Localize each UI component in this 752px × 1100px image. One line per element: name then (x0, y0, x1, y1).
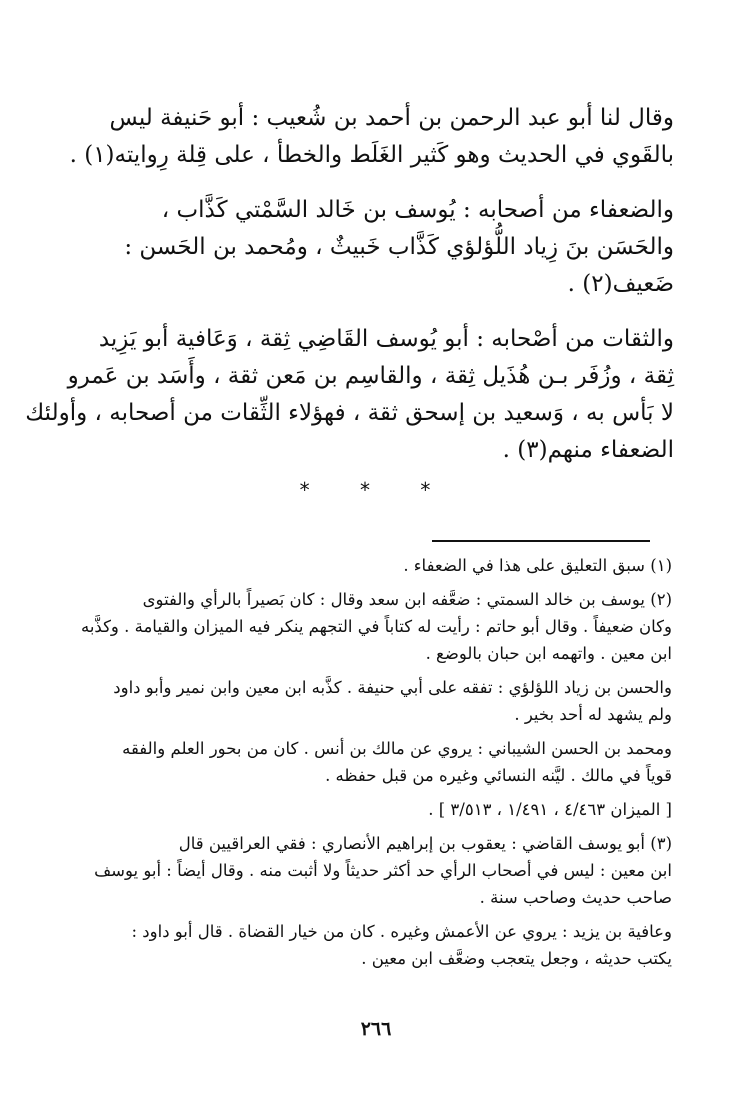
text-line: ضَعيف(٢) . (567, 271, 674, 297)
footnote-3-afiya (72, 918, 672, 972)
footnote-2-muhammad (72, 735, 672, 789)
footnotes (72, 552, 672, 979)
text-line: ثِقة ، وزُفَر بـن هُذَيل ثِقة ، والقاسِم بن مَعن ثقة ، وأَسَد بن عَمرو (67, 363, 674, 389)
text-line: بالقَوي في الحديث وهو كَثير الغَلَط والخطأ ، على قِلة رِوايته(١) . (69, 142, 674, 168)
footnote-3 (72, 830, 672, 911)
footnote-line: ولم يشهد له أحد بخير . (514, 705, 672, 724)
text-line: والحَسَن بنَ زِياد اللُّؤلؤي كَذَّاب خَبيثٌ ، ومُحمد بن الحَسن : (124, 234, 674, 260)
footnote-2-hasan (72, 674, 672, 728)
footnote-line: قوياً في مالك . ليَّنه النسائي وغيره من قبل حفظه . (325, 766, 672, 785)
page-number: ٢٦٦ (360, 1018, 392, 1040)
footnote-line: وعافية بن يزيد : يروي عن الأعمش وغيره . كان من خيار القضاة . قال أبو داود : (131, 922, 672, 941)
section-separator: * * * (299, 478, 453, 502)
footnote-line: يكتب حديثه ، وجعل يتعجب وضعَّف ابن معين . (361, 949, 672, 968)
footnote-2 (72, 586, 672, 667)
footnote-line: ومحمد بن الحسن الشيباني : يروي عن مالك بن أنس . كان من بحور العلم والفقه (122, 739, 672, 758)
footnote-divider (432, 540, 650, 542)
footnote-line: ابن معين : ليس في أصحاب الرأي حد أكثر حديثاً ولا أثبت منه . وقال أيضاً : أبو يوسف (94, 861, 672, 880)
footnote-line: وكان ضعيفاً . وقال أبو حاتم : رأيت له كتاباً في التجهم ينكر فيه الميزان والقيامة . وكذَّبه (80, 617, 672, 636)
text-line: والثقات من أصْحابه : أبو يُوسف القَاضِي ثِقة ، وَعَافية أبو يَزِيد (98, 326, 674, 352)
text-line: وقال لنا أبو عبد الرحمن بن أحمد بن شُعيب : أبو حَنيفة ليس (109, 105, 674, 131)
footnote-line: (١) سبق التعليق على هذا في الضعفاء . (403, 556, 672, 575)
text-line: لا بَأس به ، وَسعيد بن إسحق ثقة ، فهؤلاء الثِّقات من أصحابه ، وأولئك (25, 400, 674, 426)
footnote-line: [ الميزان ٤/٤٦٣ ، ١/٤٩١ ، ٣/٥١٣ ] . (428, 800, 672, 819)
main-text (25, 82, 674, 485)
footnote-line: (٢) يوسف بن خالد السمتي : ضعَّفه ابن سعد وقال : كان بَصيراً بالرأي والفتوى (142, 590, 672, 609)
footnote-line: صاحب حديث وصاحب سنة . (479, 888, 672, 907)
text-line: الضعفاء منهم(٣) . (502, 437, 674, 463)
footnote-line: ابن معين . واتهمه ابن حبان بالوضع . (425, 644, 672, 663)
footnote-1 (72, 552, 672, 579)
footnote-line: والحسن بن زياد اللؤلؤي : تفقه على أبي حنيفة . كذَّبه ابن معين وابن نمير وأبو داود (113, 678, 672, 697)
footnote-line: (٣) أبو يوسف القاضي : يعقوب بن إبراهيم الأنصاري : فقي العراقيين قال (178, 834, 672, 853)
footnote-2-reference (72, 796, 672, 823)
text-line: والضعفاء من أصحابه : يُوسف بن خَالد السَّمْتي كَذَّاب ، (161, 197, 674, 223)
